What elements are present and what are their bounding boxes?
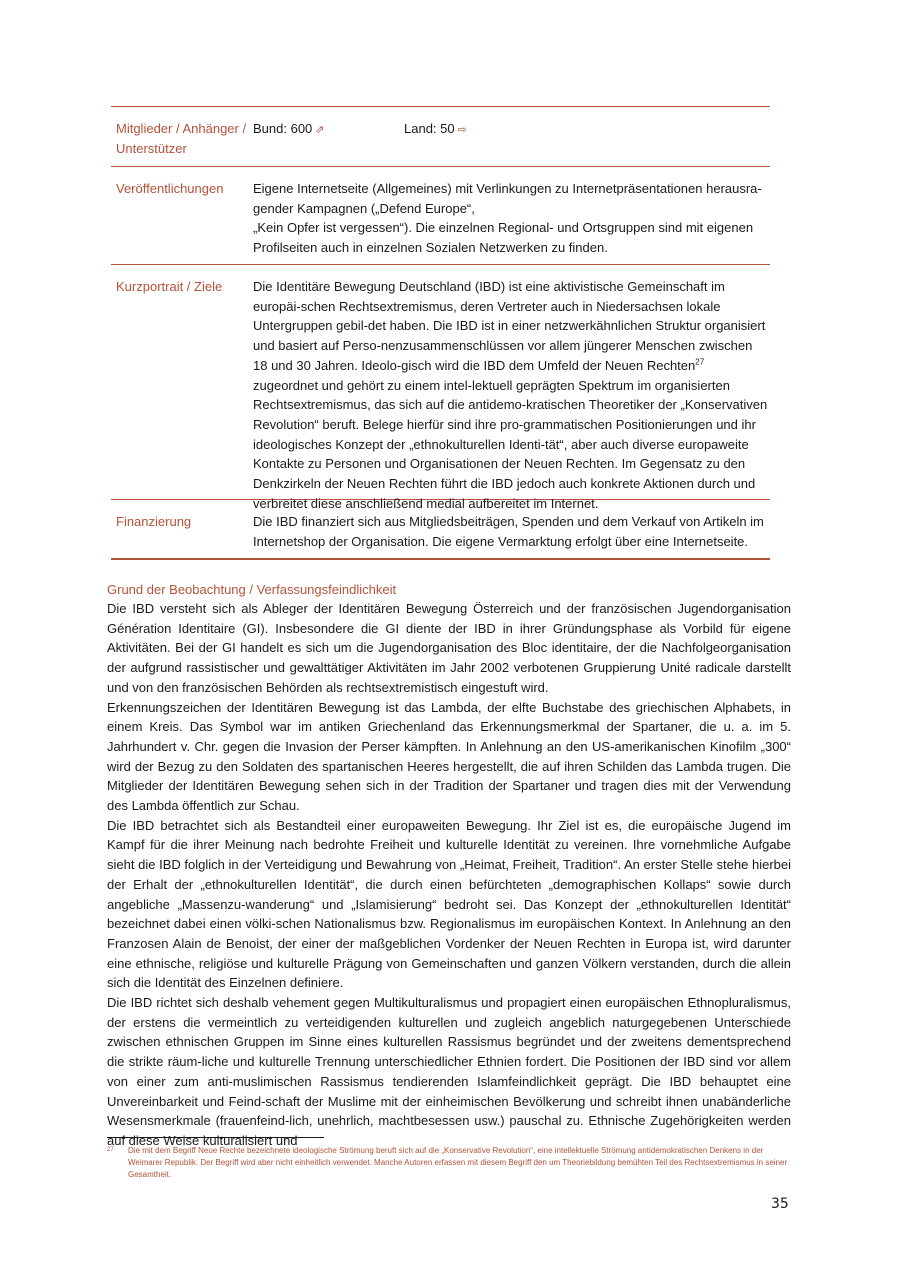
land-count: Land: 50 (404, 121, 455, 136)
footnote-ref[interactable]: 27 (695, 357, 705, 367)
footnote (107, 1145, 791, 1181)
footnote-text: Die mit dem Begriff Neue Rechte bezeichnete ideologische Strömung beruft sich auf die „Konservative Revolution“, eine intellektuelle Strömung antidemokratischen Denkens in der Weimarer Republik. Der Begriff wird aber nicht einheitlich verwendet. Manche Autoren erfassen mit diesem Begriff den um Theoriebildung bemühten Teil des Rechtsextremismus in seiner Gesamtheit. (128, 1146, 788, 1179)
portrait-text (253, 265, 770, 511)
page-number: 35 (771, 1196, 789, 1212)
table-row-financing (111, 499, 770, 560)
publications-text-1: Eigene Internetseite (Allgemeines) mit Verlinkungen zu Internetpräsentationen herausra-gender Kampagnen („Defend Europe“, (253, 181, 762, 216)
table-row-publications (111, 166, 770, 264)
members-figures (253, 107, 770, 166)
publications-label: Veröffentlichungen (116, 181, 224, 196)
trend-steady-arrow-icon: ⇨ (457, 124, 467, 136)
financing-label: Finanzierung (116, 514, 192, 529)
portrait-label: Kurzportrait / Ziele (116, 279, 223, 294)
bund-count: Bund: 600 (253, 121, 313, 136)
members-label: Mitglieder / Anhänger / Unterstützer (116, 121, 247, 156)
publications-text-2: „Kein Opfer ist vergessen“). Die einzelnen Regional- und Ortsgruppen sind mit eigenen Profilseiten auch in einzelnen Sozialen Netzwerken zu finden. (253, 220, 754, 256)
trend-up-arrow-icon: ⇗ (315, 124, 325, 136)
members-bund (253, 119, 404, 166)
publications-text (253, 167, 770, 264)
table-row-portrait (111, 264, 770, 511)
footnote-divider (107, 1137, 324, 1138)
section-title: Grund der Beobachtung / Verfassungsfeindlichkeit (107, 582, 397, 597)
portrait-text-before: Die Identitäre Bewegung Deutschland (IBD) ist eine aktivistische Gemeinschaft im europäi-schen Rechtsextremismus, deren Vertreter auch in Niedersachsen lokale Untergruppen gebil-det haben. Die IBD ist in einer netzwerkähnlichen Struktur organisiert und basiert auf Perso-nenzusammenschlüssen vor allem jüngerer Menschen zwischen 18 und 30 Jahren. Ideolo-gisch wird die IBD dem Umfeld der Neuen Rechten (253, 279, 766, 373)
body-text (107, 599, 791, 1151)
footnote-number: 27 (107, 1147, 114, 1153)
financing-text: Die IBD finanziert sich aus Mitgliedsbeiträgen, Spenden und dem Verkauf von Artikeln im Internetshop der Organisation. Die eigene Vermarktung erfolgt über eine Internetseite. (253, 514, 764, 549)
table-row-members (111, 106, 770, 166)
portrait-text-after: zugeordnet und gehört zu einem intel-lektuell geprägten Spektrum im organisierten Rechtsextremismus, das sich auf die antidemo-kratischen Theoretiker der „Konservativen Revolution“ beruft. Belege hierfür sind ihre pro-grammatischen Positionierungen und ihr ideologisches Konzept der „ethnokulturellen Identi-tät“, aber auch diverse europaweite Kontakte zu Personen und Organisationen der Neuen Rechten. Im Gegensatz zu den Denkzirkeln der Neuen Rechten führt die IBD jedoch auch konkrete Aktionen durch und verbreitet diese anschließend medial aufbereitet im Internet. (253, 377, 768, 511)
paragraph: Die IBD betrachtet sich als Bestandteil einer europaweiten Bewegung. Ihr Ziel ist es, die europäische Jugend im Kampf für die ihrer Meinung nach bedrohte Freiheit und kulturelle Identität zu vereinen. Ihre vornehmliche Aufgabe sieht die IBD folglich in der Verteidigung und Bewahrung von „Heimat, Freiheit, Tradition“. An erster Stelle stehe hierbei der Erhalt der „ethnokulturellen Identität“, die durch einen befürchteten „demographischen Kollaps“ sowie durch angebliche „Massenzu-wanderung“ und „Islamisierung“ bedroht sei. Das Konzept der „ethnokulturellen Identität“ bezeichnet dabei einen völki-schen Nationalismus bzw. Regionalismus im europäischen Kontext. In Anlehnung an den Franzosen Alain de Benoist, der einer der maßgeblichen Vordenker der Neuen Rechten in Europa ist, wird darunter eine ethnische, religiöse und kulturelle Prägung von Gemeinschaften und ganzen Völkern verstanden, durch die allein sich die Identität des Einzelnen definiere. (107, 817, 791, 991)
profile-table (111, 106, 770, 560)
members-land (404, 119, 555, 166)
paragraph: Die IBD richtet sich deshalb vehement gegen Multikulturalismus und propagiert einen europäischen Ethnopluralismus, der erstens die vermeintlich zu verteidigenden kulturellen und zugleich angeblich naturgegebenen Unterschiede zwischen ethnischen Gruppen im Sinne eines kulturellen Rassismus begründet und der zweitens dementsprechend die strikte räum-liche und kulturelle Trennung unterschiedlicher Ethnien fordert. Die Positionen der IBD sind vor allem von einer zum anti-muslimischen Rassismus tendierenden Islamfeindlichkeit geprägt. Die IBD behauptet eine Unvereinbarkeit und Feind-schaft der Muslime mit der einheimischen Bevölkerung und schreibt ihnen unabänderliche Wesensmerkmale (frauenfeind-lich, unehrlich, machtbesessen usw.) pauschal zu. Ethnische Zugehörigkeiten werden auf diese Weise kulturalisiert und (107, 995, 791, 1148)
paragraph: Die IBD versteht sich als Ableger der Identitären Bewegung Österreich und der französischen Jugendorganisation Génération Identitaire (GI). Insbesondere die GI diente der IBD in ihrer Gründungsphase als Vorbild für eigene Aktivitäten. Bei der GI handelt es sich um die Jugendorganisation des Bloc identitaire, der die Nachfolgeorganisation der aufgrund rassistischer und gewalttätiger Aktivitäten im Jahr 2002 verbotenen Gruppierung Unité radicale darstellt und von den französischen Behörden als rechtsextremistisch eingestuft wird. (107, 601, 791, 695)
paragraph: Erkennungszeichen der Identitären Bewegung ist das Lambda, der elfte Buchstabe des griechischen Alphabets, in einem Kreis. Das Symbol war im antiken Griechenland das Erkennungsmerkmal der Spartaner, die u. a. im 5. Jahrhundert v. Chr. gegen die Invasion der Perser kämpften. In Anlehnung an den US-amerikanischen Kinofilm „300“ wird der Bezug zu den Soldaten des spartanischen Heeres hergestellt, die auf ihren Schilden das Lambda trugen. Die Mitglieder der Identitären Bewegung sehen sich in der Tradition der Spartaner und tragen dies mit der Verwendung des Lambda öffentlich zur Schau. (107, 699, 791, 814)
